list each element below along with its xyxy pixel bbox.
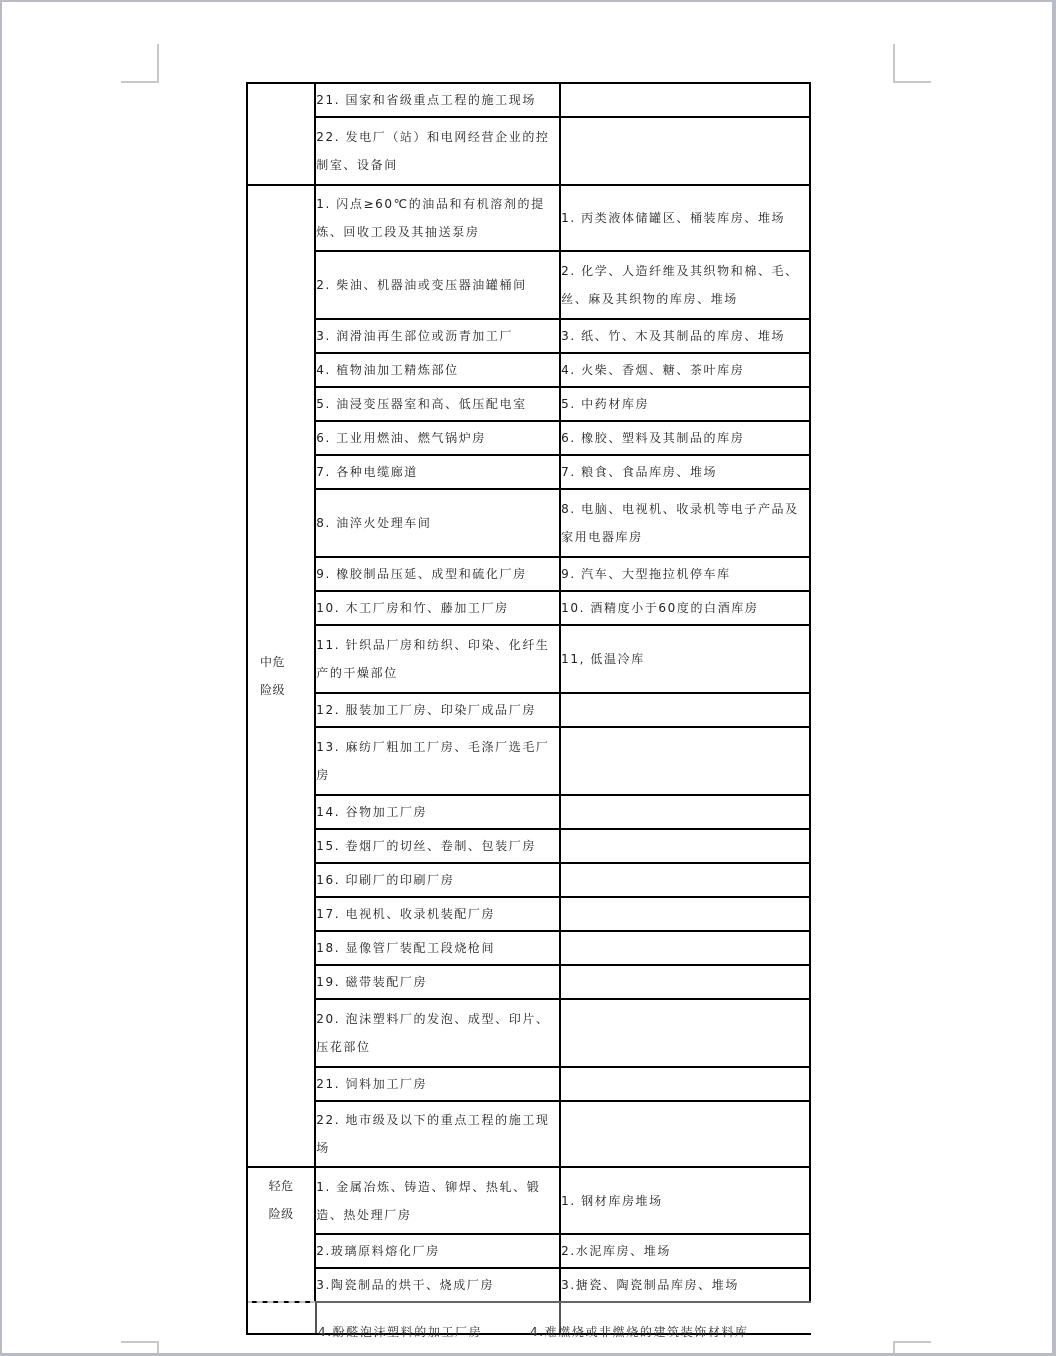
storage-area-cell [560, 999, 810, 1067]
table-border [246, 1301, 248, 1335]
table-row [247, 931, 810, 965]
hazard-area-cell: 20. 泡沫塑料厂的发泡、成型、印片、压花部位 [315, 999, 560, 1067]
hazard-area-cell: 21. 国家和省级重点工程的施工现场 [315, 83, 560, 117]
table-row [247, 387, 810, 421]
hazard-area-cell: 21. 饲料加工厂房 [315, 1067, 560, 1101]
table-border [315, 1301, 317, 1335]
storage-area-cell: 10. 酒精度小于60度的白酒库房 [560, 591, 810, 625]
hazard-classification-table [246, 82, 811, 1303]
hazard-area-cell: 14. 谷物加工厂房 [315, 795, 560, 829]
table-row [247, 1167, 810, 1234]
storage-area-cell: 3. 纸、竹、木及其制品的库房、堆场 [560, 319, 810, 353]
table-row [247, 83, 810, 117]
table-row [247, 489, 810, 557]
category-label-line1: 轻危 [268, 1179, 294, 1193]
crop-mark-bottom-left-h [121, 1341, 159, 1343]
storage-area-cell [560, 1067, 810, 1101]
table-row [247, 1234, 810, 1268]
table-row [247, 185, 810, 251]
category-cell-light-hazard [247, 1167, 315, 1302]
table-row [247, 863, 810, 897]
hazard-area-cell: 4. 植物油加工精炼部位 [315, 353, 560, 387]
table-row [247, 421, 810, 455]
table-row [247, 965, 810, 999]
hazard-area-cell: 15. 卷烟厂的切丝、卷制、包装厂房 [315, 829, 560, 863]
storage-area-cell: 3.搪瓷、陶瓷制品库房、堆场 [560, 1268, 810, 1302]
category-cell-medium-hazard [247, 185, 315, 1167]
table-row [247, 557, 810, 591]
table-row [247, 319, 810, 353]
storage-area-cell [560, 897, 810, 931]
table-row-partial [246, 1301, 811, 1339]
storage-area-cell [560, 117, 810, 185]
category-label-line1: 中危 [260, 655, 286, 669]
hazard-area-cell: 7. 各种电缆廊道 [315, 455, 560, 489]
storage-area-cell: 2.水泥库房、堆场 [560, 1234, 810, 1268]
storage-area-cell: 5. 中药材库房 [560, 387, 810, 421]
table-row [247, 591, 810, 625]
storage-area-cell [560, 795, 810, 829]
storage-area-cell: 4.难燃烧或非燃烧的建筑装饰材料库 [530, 1325, 749, 1339]
table-row [247, 455, 810, 489]
category-cell-empty [247, 83, 315, 185]
hazard-area-cell: 13. 麻纺厂粗加工厂房、毛涤厂选毛厂房 [315, 727, 560, 795]
storage-area-cell: 2. 化学、人造纤维及其织物和棉、毛、丝、麻及其织物的库房、堆场 [560, 251, 810, 319]
hazard-area-cell: 6. 工业用燃油、燃气锅炉房 [315, 421, 560, 455]
hazard-area-cell: 9. 橡胶制品压延、成型和硫化厂房 [315, 557, 560, 591]
hazard-area-cell: 19. 磁带装配厂房 [315, 965, 560, 999]
storage-area-cell [560, 863, 810, 897]
hazard-area-cell: 3. 润滑油再生部位或沥青加工厂 [315, 319, 560, 353]
crop-mark-bottom-right-v [893, 1341, 895, 1353]
table-row [247, 251, 810, 319]
storage-area-cell: 1. 丙类液体储罐区、桶装库房、堆场 [560, 185, 810, 251]
hazard-area-cell: 22. 发电厂（站）和电网经营企业的控制室、设备间 [315, 117, 560, 185]
storage-area-cell [560, 829, 810, 863]
table-row [247, 693, 810, 727]
hazard-area-cell: 10. 木工厂房和竹、藤加工厂房 [315, 591, 560, 625]
storage-area-cell [560, 727, 810, 795]
crop-mark-bottom-left-v [157, 1341, 159, 1353]
table-row [247, 829, 810, 863]
category-label-line2: 险级 [260, 683, 286, 697]
hazard-area-cell: 22. 地市级及以下的重点工程的施工现场 [315, 1101, 560, 1167]
storage-area-cell: 4. 火柴、香烟、糖、茶叶库房 [560, 353, 810, 387]
table-row [247, 1067, 810, 1101]
storage-area-cell: 9. 汽车、大型拖拉机停车库 [560, 557, 810, 591]
storage-area-cell: 1. 钢材库房堆场 [560, 1167, 810, 1234]
crop-mark-top-right-h [893, 81, 931, 83]
hazard-area-cell: 17. 电视机、收录机装配厂房 [315, 897, 560, 931]
storage-area-cell: 11, 低温冷库 [560, 625, 810, 693]
storage-area-cell [560, 83, 810, 117]
hazard-area-cell: 2.玻璃原料熔化厂房 [315, 1234, 560, 1268]
hazard-area-cell: 4.酚醛泡沫塑料的加工厂房 [318, 1325, 483, 1339]
storage-area-cell: 6. 橡胶、塑料及其制品的库房 [560, 421, 810, 455]
table-row [247, 897, 810, 931]
hazard-area-cell: 18. 显像管厂装配工段烧枪间 [315, 931, 560, 965]
crop-mark-bottom-right-h [893, 1341, 931, 1343]
hazard-area-cell: 12. 服装加工厂房、印染厂成品厂房 [315, 693, 560, 727]
hazard-area-cell: 8. 油淬火处理车间 [315, 489, 560, 557]
storage-area-cell [560, 931, 810, 965]
category-label-line2: 险级 [268, 1207, 294, 1221]
table-border [316, 1301, 811, 1303]
hazard-area-cell: 1. 金属冶炼、铸造、铆焊、热轧、锻造、热处理厂房 [315, 1167, 560, 1234]
storage-area-cell [560, 693, 810, 727]
hazard-area-cell: 3.陶瓷制品的烘干、烧成厂房 [315, 1268, 560, 1302]
page-break-dashed-line [246, 1301, 316, 1303]
table-row [247, 1101, 810, 1167]
crop-mark-top-left-v [157, 44, 159, 83]
hazard-area-cell: 16. 印刷厂的印刷厂房 [315, 863, 560, 897]
table-row [247, 999, 810, 1067]
crop-mark-top-left-h [121, 81, 159, 83]
table-row [247, 625, 810, 693]
table-row [247, 353, 810, 387]
hazard-area-cell: 2. 柴油、机器油或变压器油罐桶间 [315, 251, 560, 319]
storage-area-cell [560, 1101, 810, 1167]
hazard-area-cell: 1. 闪点≥60℃的油品和有机溶剂的提炼、回收工段及其抽送泵房 [315, 185, 560, 251]
table-row [247, 727, 810, 795]
table-row [247, 795, 810, 829]
crop-mark-top-right-v [893, 44, 895, 83]
table-row [247, 117, 810, 185]
storage-area-cell [560, 965, 810, 999]
hazard-area-cell: 5. 油浸变压器室和高、低压配电室 [315, 387, 560, 421]
storage-area-cell: 8. 电脑、电视机、收录机等电子产品及家用电器库房 [560, 489, 810, 557]
storage-area-cell: 7. 粮食、食品库房、堆场 [560, 455, 810, 489]
hazard-area-cell: 11. 针织品厂房和纺织、印染、化纤生产的干燥部位 [315, 625, 560, 693]
table-row [247, 1268, 810, 1302]
